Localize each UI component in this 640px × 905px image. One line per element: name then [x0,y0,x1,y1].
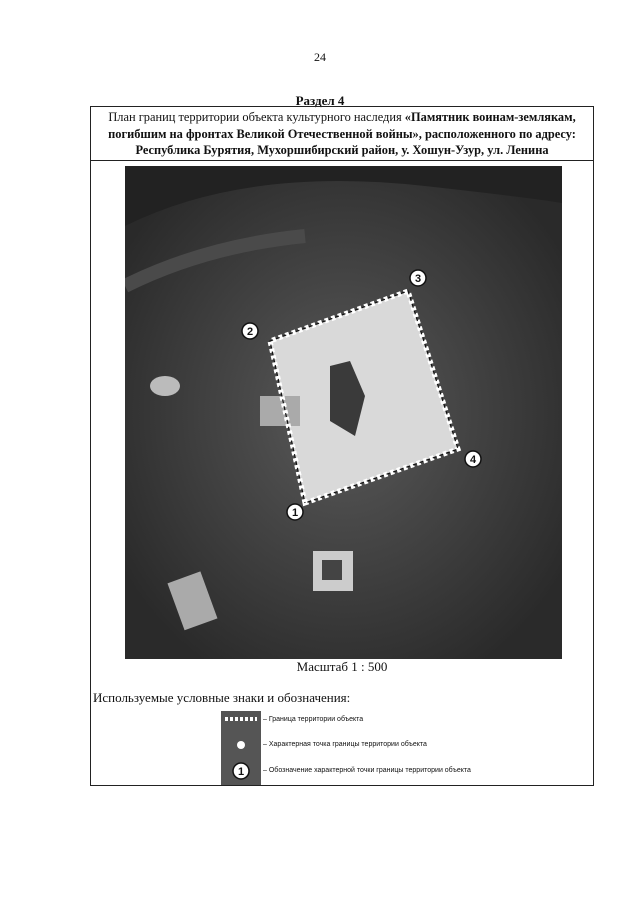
legend-item-label: Граница территории объекта [268,716,364,723]
legend-item-dash: – [263,767,267,774]
adjacent-structure [260,396,300,426]
section-heading: Раздел 4 [295,93,345,108]
building-left [150,376,180,396]
point-1-number: 1 [291,507,299,519]
point-3 [410,270,426,286]
legend-item-label: Обозначение характерной точки границы территории объекта [268,767,471,774]
legend-heading: Используемые условные знаки и обозначения: [93,690,351,705]
legend-item-label: Характерная точка границы территории объекта [268,741,427,748]
point-symbol [237,741,245,749]
point-4-number: 4 [469,454,477,466]
plan-title-bold: «Памятник воинам-землякам, погибшим на фронтах Великой Отечественной войны», расположенного по адресу: Республика Бурятия, Мухоршибирский район, у. Хошун-Узур, ул. Ленина [108,110,576,157]
aerial-map-svg [125,166,562,659]
plan-frame [90,106,594,786]
plan-title [91,107,593,161]
aerial-map [125,166,562,659]
legend-item-boundary [263,716,363,723]
point-2-number: 2 [246,326,254,338]
point-3-number: 3 [414,273,422,285]
legend-item-point [263,741,427,748]
point-2 [242,323,258,339]
legend-item-dash: – [263,716,267,723]
building-bottom-roof [322,560,342,580]
point-4 [465,451,481,467]
legend-item-point-label [263,767,471,774]
legend-symbols [221,711,261,785]
legend-swatch [221,711,261,785]
page-number: 24 [314,50,326,64]
legend-item-dash: – [263,741,267,748]
point-1 [287,504,303,520]
plan-title-plain: План границ территории объекта культурного наследия [108,110,405,124]
map-scale: Масштаб 1 : 500 [296,659,388,674]
point-label-symbol-number: 1 [237,766,245,778]
